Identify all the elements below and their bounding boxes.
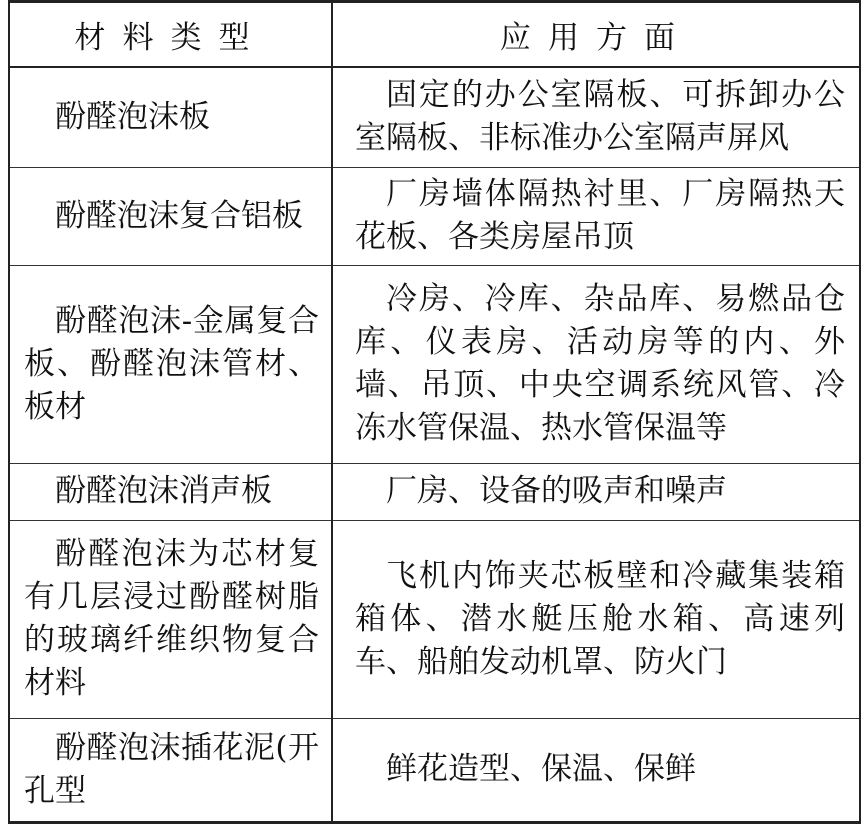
material-text: 酚醛泡沫插花泥(开孔型 bbox=[24, 729, 319, 809]
material-text: 酚醛泡沫-金属复合板、酚醛泡沫管材、板材 bbox=[24, 302, 319, 425]
table-row bbox=[9, 520, 860, 718]
application-text: 厂房、设备的吸声和噪声 bbox=[386, 473, 727, 509]
material-cell bbox=[9, 167, 332, 265]
material-cell bbox=[9, 520, 332, 718]
header-material-type: 材料类型 bbox=[9, 2, 332, 68]
application-text: 飞机内饰夹芯板壁和冷藏集装箱箱体、潜水艇压舱水箱、高速列车、船舶发动机罩、防火门 bbox=[355, 557, 845, 680]
material-cell bbox=[9, 265, 332, 463]
table-row bbox=[9, 718, 860, 822]
application-cell bbox=[332, 167, 860, 265]
application-cell bbox=[332, 265, 860, 463]
header-application: 应用方面 bbox=[332, 2, 860, 68]
table-body bbox=[9, 67, 860, 822]
material-text: 酚醛泡沫板 bbox=[55, 98, 210, 135]
application-cell bbox=[332, 463, 860, 520]
material-cell bbox=[9, 67, 332, 167]
material-cell bbox=[9, 463, 332, 520]
application-text: 冷房、冷库、杂品库、易燃品仓库、仪表房、活动房等的内、外墙、吊顶、中央空调系统风管、冷冻水管保温、热水管保温等 bbox=[355, 281, 845, 446]
application-text: 厂房墙体隔热衬里、厂房隔热天花板、各类房屋吊顶 bbox=[355, 176, 845, 255]
header-row bbox=[9, 2, 860, 68]
materials-table bbox=[8, 0, 861, 824]
application-text: 鲜花造型、保温、保鲜 bbox=[386, 751, 696, 787]
table-row bbox=[9, 463, 860, 520]
application-cell bbox=[332, 67, 860, 167]
application-text: 固定的办公室隔板、可拆卸办公室隔板、非标准办公室隔声屏风 bbox=[355, 77, 845, 157]
table-header bbox=[9, 2, 860, 68]
material-cell bbox=[9, 718, 332, 822]
table-row bbox=[9, 167, 860, 265]
material-text: 酚醛泡沫消声板 bbox=[55, 473, 272, 509]
application-cell bbox=[332, 718, 860, 822]
table-row bbox=[9, 67, 860, 167]
table-row bbox=[9, 265, 860, 463]
material-text: 酚醛泡沫复合铝板 bbox=[55, 197, 303, 234]
material-text: 酚醛泡沫为芯材复有几层浸过酚醛树脂的玻璃纤维织物复合材料 bbox=[24, 536, 319, 701]
application-cell bbox=[332, 520, 860, 718]
